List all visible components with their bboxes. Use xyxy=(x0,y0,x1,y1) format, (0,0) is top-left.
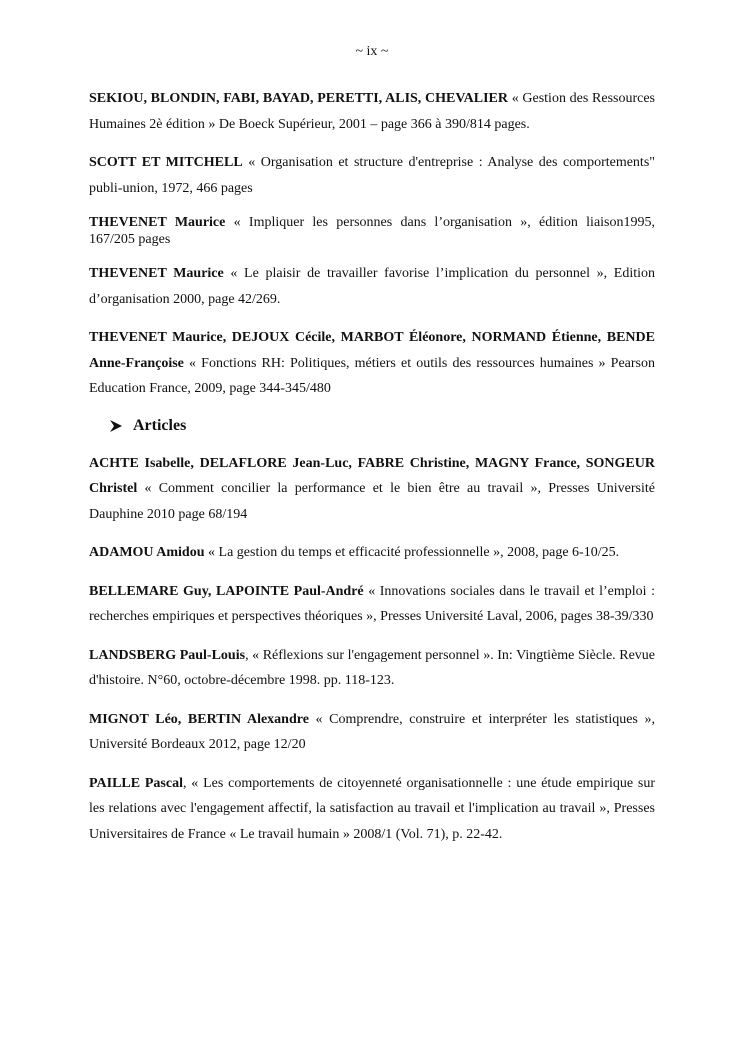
reference-entry xyxy=(89,540,655,566)
reference-entry xyxy=(89,707,655,758)
reference-authors: ADAMOU Amidou xyxy=(89,545,205,560)
reference-entry xyxy=(89,214,655,248)
reference-authors: ACHTE Isabelle, DELAFLORE Jean-Luc, FABRE Christine, MAGNY France, SONGEUR Christel xyxy=(89,455,655,496)
reference-authors: MIGNOT Léo, BERTIN Alexandre xyxy=(89,711,309,727)
reference-authors: BELLEMARE Guy, LAPOINTE Paul-André xyxy=(89,583,364,599)
reference-entry xyxy=(89,451,655,528)
page-number: ~ ix ~ xyxy=(355,44,389,59)
reference-authors: THEVENET Maurice xyxy=(89,215,226,230)
reference-authors: THEVENET Maurice xyxy=(89,266,224,281)
reference-text: « Innovations sociales dans le travail et l’emploi : recherches empiriques et perspectives théoriques », Presses Université Laval, 2006, pages 38-39/330 xyxy=(89,583,655,624)
reference-entry xyxy=(89,86,655,137)
bibliography xyxy=(89,86,655,860)
reference-text: « Comprendre, construire et interpréter les statistiques », Université Bordeaux 2012, page 12/20 xyxy=(89,711,655,752)
reference-text: , « Les comportements de citoyenneté organisationnelle : une étude empirique sur les relations avec l'engagement affectif, la satisfaction au travail et l'implication au travail », Presses Universitaires de France « Le travail humain » 2008/1 (Vol. 71), p. 22-42. xyxy=(89,775,655,842)
reference-entry xyxy=(89,643,655,694)
reference-entry xyxy=(89,771,655,848)
reference-text: « Impliquer les personnes dans l’organisation », édition liaison1995, 167/205 pages xyxy=(89,215,655,247)
reference-text: « Organisation et structure d'entreprise : Analyse des comportements" publi-union, 1972, 466 pages xyxy=(89,155,655,196)
reference-text: « Le plaisir de travailler favorise l’implication du personnel », Edition d’organisation 2000, page 42/269. xyxy=(89,266,655,307)
reference-authors: LANDSBERG Paul-Louis xyxy=(89,647,246,663)
reference-text: « La gestion du temps et efficacité professionnelle », 2008, page 6-10/25. xyxy=(204,545,620,560)
reference-text: « Comment concilier la performance et le bien être au travail », Presses Université Dauphine 2010 page 68/194 xyxy=(89,481,655,522)
reference-entry xyxy=(89,325,655,402)
reference-authors: SCOTT ET MITCHELL xyxy=(89,155,243,170)
reference-text: , « Réflexions sur l'engagement personnel ». In: Vingtième Siècle. Revue d'histoire. N°60, octobre-décembre 1998. pp. 118-123. xyxy=(89,647,655,688)
section-heading-articles xyxy=(109,417,655,435)
reference-authors: SEKIOU, BLONDIN, FABI, BAYAD, PERETTI, ALIS, CHEVALIER xyxy=(89,91,508,106)
section-title: Articles xyxy=(133,416,187,434)
reference-authors: PAILLE Pascal xyxy=(89,775,183,791)
reference-text: « Gestion des Ressources Humaines 2è édition » De Boeck Supérieur, 2001 – page 366 à 390/814 pages. xyxy=(89,91,656,132)
reference-entry xyxy=(89,261,655,312)
reference-entry xyxy=(89,579,655,630)
reference-entry xyxy=(89,150,655,201)
reference-authors: THEVENET Maurice, DEJOUX Cécile, MARBOT Éléonore, NORMAND Étienne, BENDE Anne-Françoise xyxy=(89,330,655,371)
arrow-bullet-icon xyxy=(109,419,123,433)
reference-text: « Fonctions RH: Politiques, métiers et outils des ressources humaines » Pearson Education France, 2009, page 344-345/480 xyxy=(89,355,655,396)
